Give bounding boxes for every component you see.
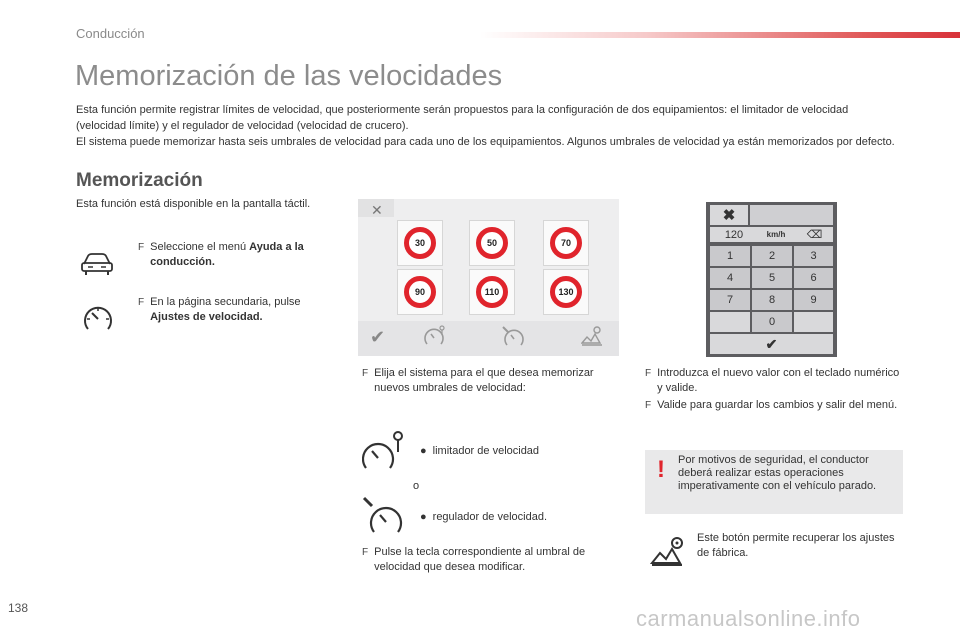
availability-text: Esta función está disponible en la pantalla táctil. — [76, 198, 311, 210]
speed-sign-button[interactable] — [543, 269, 589, 315]
bullet-marker: F — [362, 368, 369, 379]
speed-sign-value: 70 — [550, 227, 582, 259]
step-speed-settings-bold: Ajustes de velocidad. — [150, 311, 263, 323]
option-dot: ● — [420, 445, 427, 457]
step-choose-system — [362, 366, 622, 396]
intro-text — [76, 102, 896, 150]
car-icon — [80, 250, 114, 276]
speed-sign-button[interactable] — [469, 220, 515, 266]
limiter-tab-icon[interactable] — [424, 325, 446, 347]
step-choose-system-text: Elija el sistema para el que desea memorizar nuevos umbrales de velocidad: — [374, 367, 594, 394]
speed-sign-value: 30 — [404, 227, 436, 259]
keypad-blank-key — [794, 312, 833, 332]
cruise-control-icon — [362, 496, 406, 536]
check-icon[interactable]: ✔ — [370, 327, 386, 347]
step-press-key — [362, 545, 632, 575]
backspace-icon[interactable]: ⌫ — [798, 228, 831, 241]
keypad-key-0[interactable]: 0 — [752, 312, 792, 332]
warning-text: Por motivos de seguridad, el conductor deberá realizar estas operaciones imperativamente con el vehículo parado. — [678, 454, 877, 492]
step-validate — [645, 398, 915, 413]
keypad-key-7[interactable]: 7 — [710, 290, 750, 310]
reset-tab-icon[interactable] — [581, 326, 603, 346]
keypad-value: 120 — [712, 228, 756, 241]
option-cruise — [420, 510, 547, 525]
intro-paragraph-1: Esta función permite registrar límites de velocidad, que posteriormente serán propuestos para la configuración de dos equipamientos: el limitador de velocidad (velocidad límite) y el regulador de velocidad (velocidad de crucero). — [76, 104, 849, 132]
keypad-unit: km/h — [758, 228, 794, 241]
cruise-tab-icon[interactable] — [502, 325, 524, 347]
intro-paragraph-2: El sistema puede memorizar hasta seis umbrales de velocidad para cada uno de los equipamientos. Algunos umbrales de velocidad ya están memorizados por defecto. — [76, 136, 895, 148]
check-icon[interactable]: ✔ — [710, 334, 833, 354]
keypad-key-9[interactable]: 9 — [794, 290, 833, 310]
bullet-marker: F — [362, 547, 369, 558]
keypad-key-8[interactable]: 8 — [752, 290, 792, 310]
keypad-key-4[interactable]: 4 — [710, 268, 750, 288]
reset-icon — [650, 535, 686, 567]
step-validate-text: Valide para guardar los cambios y salir del menú. — [657, 399, 898, 411]
bullet-marker: F — [138, 242, 145, 253]
keypad-key-1[interactable]: 1 — [710, 246, 750, 266]
step-enter-value — [645, 366, 915, 396]
speed-thresholds-screen — [358, 199, 619, 356]
speed-sign-value: 130 — [550, 276, 582, 308]
speed-sign-button[interactable] — [397, 269, 443, 315]
step-select-menu — [138, 240, 333, 270]
close-icon[interactable]: ✖ — [710, 205, 748, 225]
step-press-key-text: Pulse la tecla correspondiente al umbral de velocidad que desea modificar. — [374, 546, 586, 573]
keypad-header — [750, 205, 833, 225]
speed-sign-value: 50 — [476, 227, 508, 259]
step-speed-settings-text: En la página secundaria, pulse — [150, 296, 301, 308]
header-accent-bar — [480, 32, 960, 38]
keypad-key-5[interactable]: 5 — [752, 268, 792, 288]
option-dot: ● — [420, 511, 427, 523]
speed-limiter-icon — [362, 430, 406, 472]
bullet-marker: F — [138, 297, 145, 308]
section-subtitle: Memorización — [76, 170, 203, 191]
keypad-key-6[interactable]: 6 — [794, 268, 833, 288]
keypad-blank-key — [710, 312, 750, 332]
bullet-marker: F — [645, 368, 652, 379]
speed-sign-value: 90 — [404, 276, 436, 308]
warning-icon: ! — [657, 456, 665, 483]
speed-sign-value: 110 — [476, 276, 508, 308]
safety-warning-box — [645, 450, 903, 514]
option-cruise-text: regulador de velocidad. — [432, 511, 548, 523]
close-icon[interactable]: ✕ — [371, 202, 383, 218]
step-select-menu-bold: Ayuda a la conducción. — [150, 241, 304, 268]
reset-description: Este botón permite recuperar los ajustes de fábrica. — [697, 532, 895, 559]
option-limiter — [420, 444, 539, 459]
numeric-keypad-screen — [706, 202, 837, 357]
speedometer-icon — [82, 303, 114, 333]
step-enter-value-text: Introduzca el nuevo valor con el teclado numérico y valide. — [657, 367, 900, 394]
page-title: Memorización de las velocidades — [75, 60, 503, 92]
keypad-key-3[interactable]: 3 — [794, 246, 833, 266]
step-speed-settings — [138, 295, 333, 325]
speed-sign-button[interactable] — [543, 220, 589, 266]
screen-tab-bar — [358, 321, 619, 356]
watermark: carmanualsonline.info — [636, 606, 861, 631]
speed-sign-button[interactable] — [469, 269, 515, 315]
section-label: Conducción — [76, 26, 145, 41]
option-or: o — [413, 480, 420, 492]
step-select-menu-text: Seleccione el menú — [150, 241, 250, 253]
option-limiter-text: limitador de velocidad — [432, 445, 540, 457]
keypad-key-2[interactable]: 2 — [752, 246, 792, 266]
speed-sign-button[interactable] — [397, 220, 443, 266]
bullet-marker: F — [645, 400, 652, 411]
page-number: 138 — [8, 601, 29, 615]
